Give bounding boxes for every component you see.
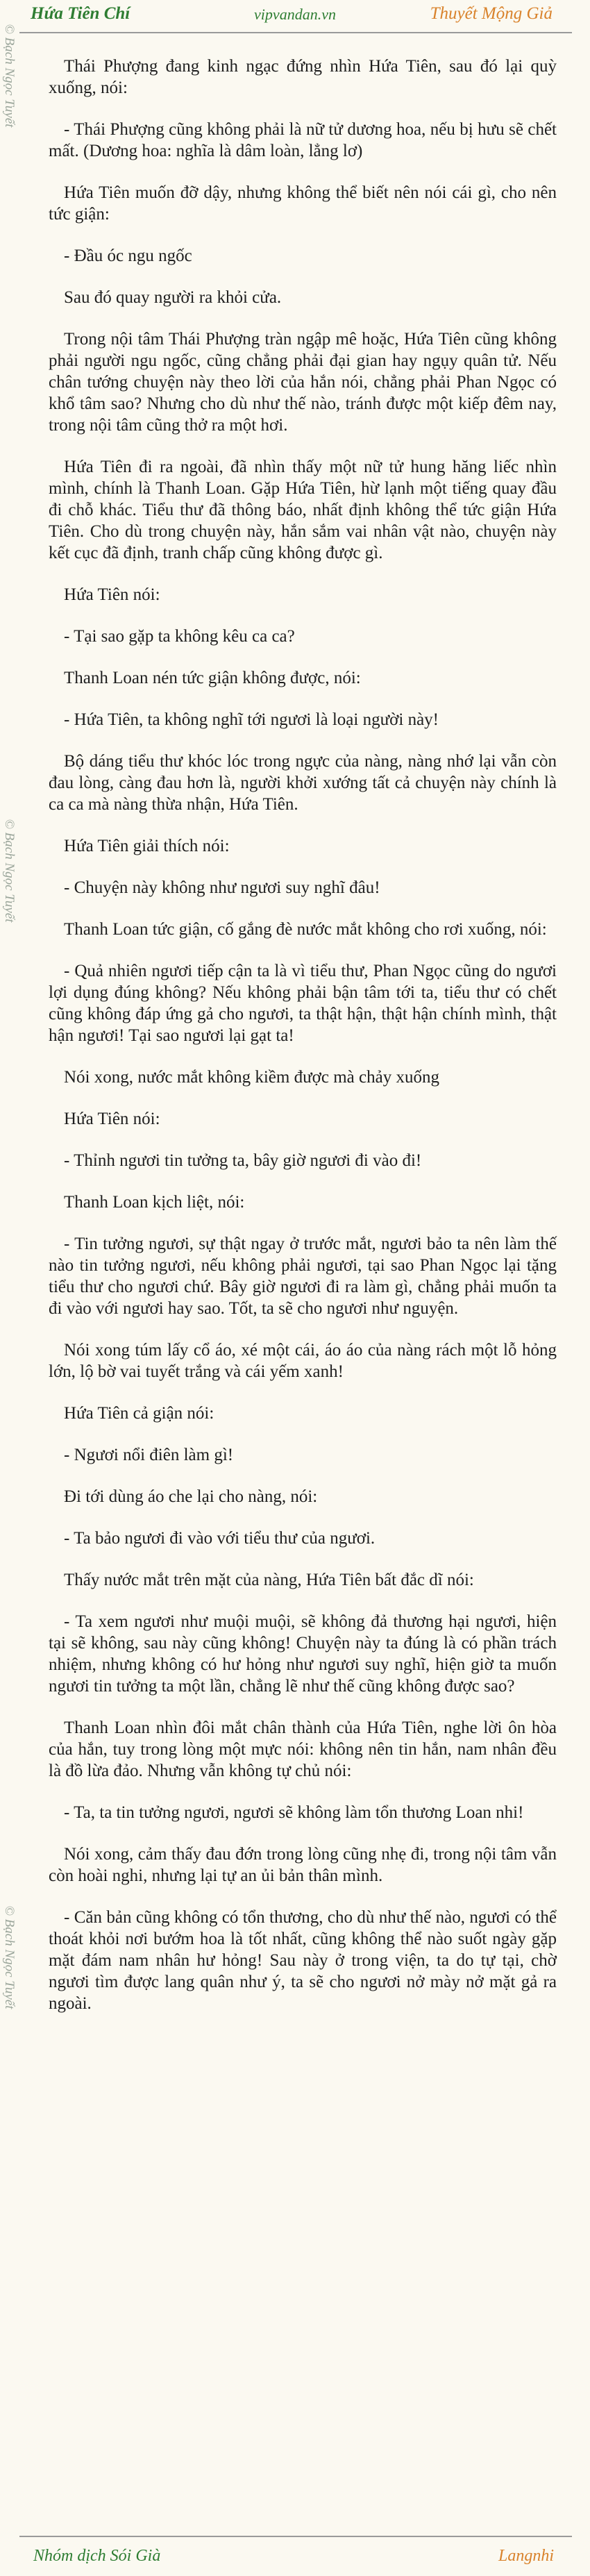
paragraph: Bộ dáng tiểu thư khóc lóc trong ngực của nàng, nàng nhớ lại vẫn còn đau lòng, càng đau hơn là, người khởi xướng tất cả chuyện này chính là ca ca mà nàng thừa nhận, Hứa Tiên. bbox=[49, 752, 557, 814]
paragraph: Nói xong, nước mắt không kiềm được mà chảy xuống bbox=[64, 1068, 439, 1087]
paragraph: Đi tới dùng áo che lại cho nàng, nói: bbox=[64, 1487, 318, 1506]
paragraph: - Đầu óc ngu ngốc bbox=[64, 246, 192, 265]
chapter-text bbox=[49, 56, 557, 2034]
side-watermark: © Bạch Ngọc Tuyết bbox=[2, 819, 17, 923]
page-footer bbox=[0, 2544, 590, 2572]
paragraph: - Chuyện này không như ngươi suy nghĩ đâu! bbox=[64, 878, 380, 897]
paragraph: Hứa Tiên nói: bbox=[64, 1110, 160, 1128]
paragraph: Hứa Tiên đi ra ngoài, đã nhìn thấy một nữ tử hung hăng liếc nhìn mình, chính là Thanh Loan. Gặp Hứa Tiên, hừ lạnh một tiếng quay đầu đi chỗ khác. Tiểu thư đã thông báo, nhất định không thể tức giận Hứa Tiên. Cho dù trong chuyện này, hắn sắm vai nhân vật nào, chuyện này kết cục đã định, tranh chấp cũng không được gì. bbox=[49, 458, 557, 562]
side-watermark: © Bạch Ngọc Tuyết bbox=[2, 1905, 17, 2009]
paragraph: Hứa Tiên giải thích nói: bbox=[64, 837, 230, 855]
page-header bbox=[0, 0, 590, 31]
header-divider bbox=[19, 32, 572, 33]
paragraph: Nói xong, cảm thấy đau đớn trong lòng cũng nhẹ đi, trong nội tâm vẫn còn hoài nghi, nhưng lại tự an ủi bản thân mình. bbox=[49, 1845, 557, 1885]
paragraph: - Quả nhiên ngươi tiếp cận ta là vì tiểu thư, Phan Ngọc cũng do ngươi lợi dụng đúng không? Nếu không phải bận tâm tới ta, tiểu thư có chết cũng không đáp ứng gả cho ngươi, ta thật hận, thật hận chính mình, thật hận ngươi! Tại sao ngươi lại gạt ta! bbox=[49, 962, 557, 1045]
paragraph: - Ngươi nổi điên làm gì! bbox=[64, 1446, 234, 1464]
editor-name: Langnhi bbox=[498, 2547, 554, 2565]
paragraph: Trong nội tâm Thái Phượng tràn ngập mê hoặc, Hứa Tiên cũng không phải người ngu ngốc, cũng chẳng phải đại gian hay ngụy quân tử. Nếu chân tướng chuyện này theo lời của hắn nói, chẳng phải Phan Ngọc có khổ tâm sao? Nhưng cho dù như thế nào, tránh được một kiếp đêm nay, trong nội tâm cũng thở ra một hơi. bbox=[49, 330, 557, 435]
paragraph: Thanh Loan nhìn đôi mắt chân thành của Hứa Tiên, nghe lời ôn hòa của hắn, tuy trong lòng một mực nói: không nên tin hắn, nam nhân đều là đồ lừa đảo. Nhưng vẫn không tự chủ nói: bbox=[49, 1718, 557, 1780]
paragraph: - Thỉnh ngươi tin tưởng ta, bây giờ ngươi đi vào đi! bbox=[64, 1151, 422, 1170]
paragraph: - Tại sao gặp ta không kêu ca ca? bbox=[64, 627, 295, 646]
side-watermark: © Bạch Ngọc Tuyết bbox=[2, 24, 17, 128]
author-name: Thuyết Mộng Giả bbox=[430, 4, 553, 23]
paragraph: Nói xong túm lấy cổ áo, xé một cái, áo áo của nàng rách một lỗ hỏng lớn, lộ bờ vai tuyết trắng và cái yếm xanh! bbox=[49, 1341, 557, 1381]
paragraph: - Ta, ta tin tưởng ngươi, ngươi sẽ không làm tổn thương Loan nhi! bbox=[64, 1803, 524, 1822]
footer-divider bbox=[19, 2536, 572, 2537]
paragraph: Hứa Tiên muốn đỡ dậy, nhưng không thể biết nên nói cái gì, cho nên tức giận: bbox=[49, 183, 557, 224]
translation-group: Nhóm dịch Sói Già bbox=[33, 2547, 161, 2565]
site-name: vipvandan.vn bbox=[254, 6, 336, 23]
paragraph: Thanh Loan tức giận, cố gắng đè nước mắt không cho rơi xuống, nói: bbox=[64, 920, 547, 939]
paragraph: - Thái Phượng cũng không phải là nữ tử dương hoa, nếu bị hưu sẽ chết mất. (Dương hoa: nghĩa là dâm loàn, lẳng lơ) bbox=[49, 120, 557, 160]
paragraph: - Hứa Tiên, ta không nghĩ tới ngươi là loại người này! bbox=[64, 710, 439, 729]
paragraph: Sau đó quay người ra khỏi cửa. bbox=[64, 288, 282, 307]
paragraph: Hứa Tiên nói: bbox=[64, 585, 160, 604]
paragraph: Thanh Loan nén tức giận không được, nói: bbox=[64, 669, 361, 687]
paragraph: Thanh Loan kịch liệt, nói: bbox=[64, 1193, 245, 1212]
paragraph: Thấy nước mắt trên mặt của nàng, Hứa Tiên bất đắc dĩ nói: bbox=[64, 1571, 474, 1589]
paragraph: - Tin tưởng ngươi, sự thật ngay ở trước mắt, ngươi bảo ta nên làm thế nào tin tưởng ngươi, nếu không phải ngươi, tại sao Phan Ngọc lại tặng tiểu thư cho ngươi chứ. Bây giờ ngươi đi ra làm gì, chẳng phải muốn ta đi vào với ngươi hay sao. Tốt, ta sẽ cho ngươi như nguyện. bbox=[49, 1235, 557, 1318]
paragraph: Hứa Tiên cả giận nói: bbox=[64, 1404, 214, 1423]
paragraph: Thái Phượng đang kinh ngạc đứng nhìn Hứa Tiên, sau đó lại quỳ xuống, nói: bbox=[49, 57, 557, 97]
paragraph: - Ta xem ngươi như muội muội, sẽ không đả thương hại ngươi, hiện tại sẽ không, sau này cũng không! Chuyện này ta đúng là có phần trách nhiệm, nhưng không có hư hỏng như ngươi suy nghĩ, hiện giờ ta muốn ngươi tin tưởng ta một lần, chẳng lẽ như thế cũng không được sao? bbox=[49, 1612, 557, 1696]
book-title: Hứa Tiên Chí bbox=[31, 4, 130, 23]
paragraph: - Ta bảo ngươi đi vào với tiểu thư của ngươi. bbox=[64, 1529, 376, 1548]
paragraph: - Căn bản cũng không có tổn thương, cho dù như thế nào, ngươi có thể thoát khỏi nơi bướm hoa là tốt nhất, cũng không thể nào suốt ngày gặp mặt đám nam nhân hư hỏng! Sau này ở trong viện, ta do tự tại, chờ ngươi tìm được lang quân như ý, ta sẽ cho ngươi nở mày nở mặt gả ra ngoài. bbox=[49, 1908, 557, 2013]
